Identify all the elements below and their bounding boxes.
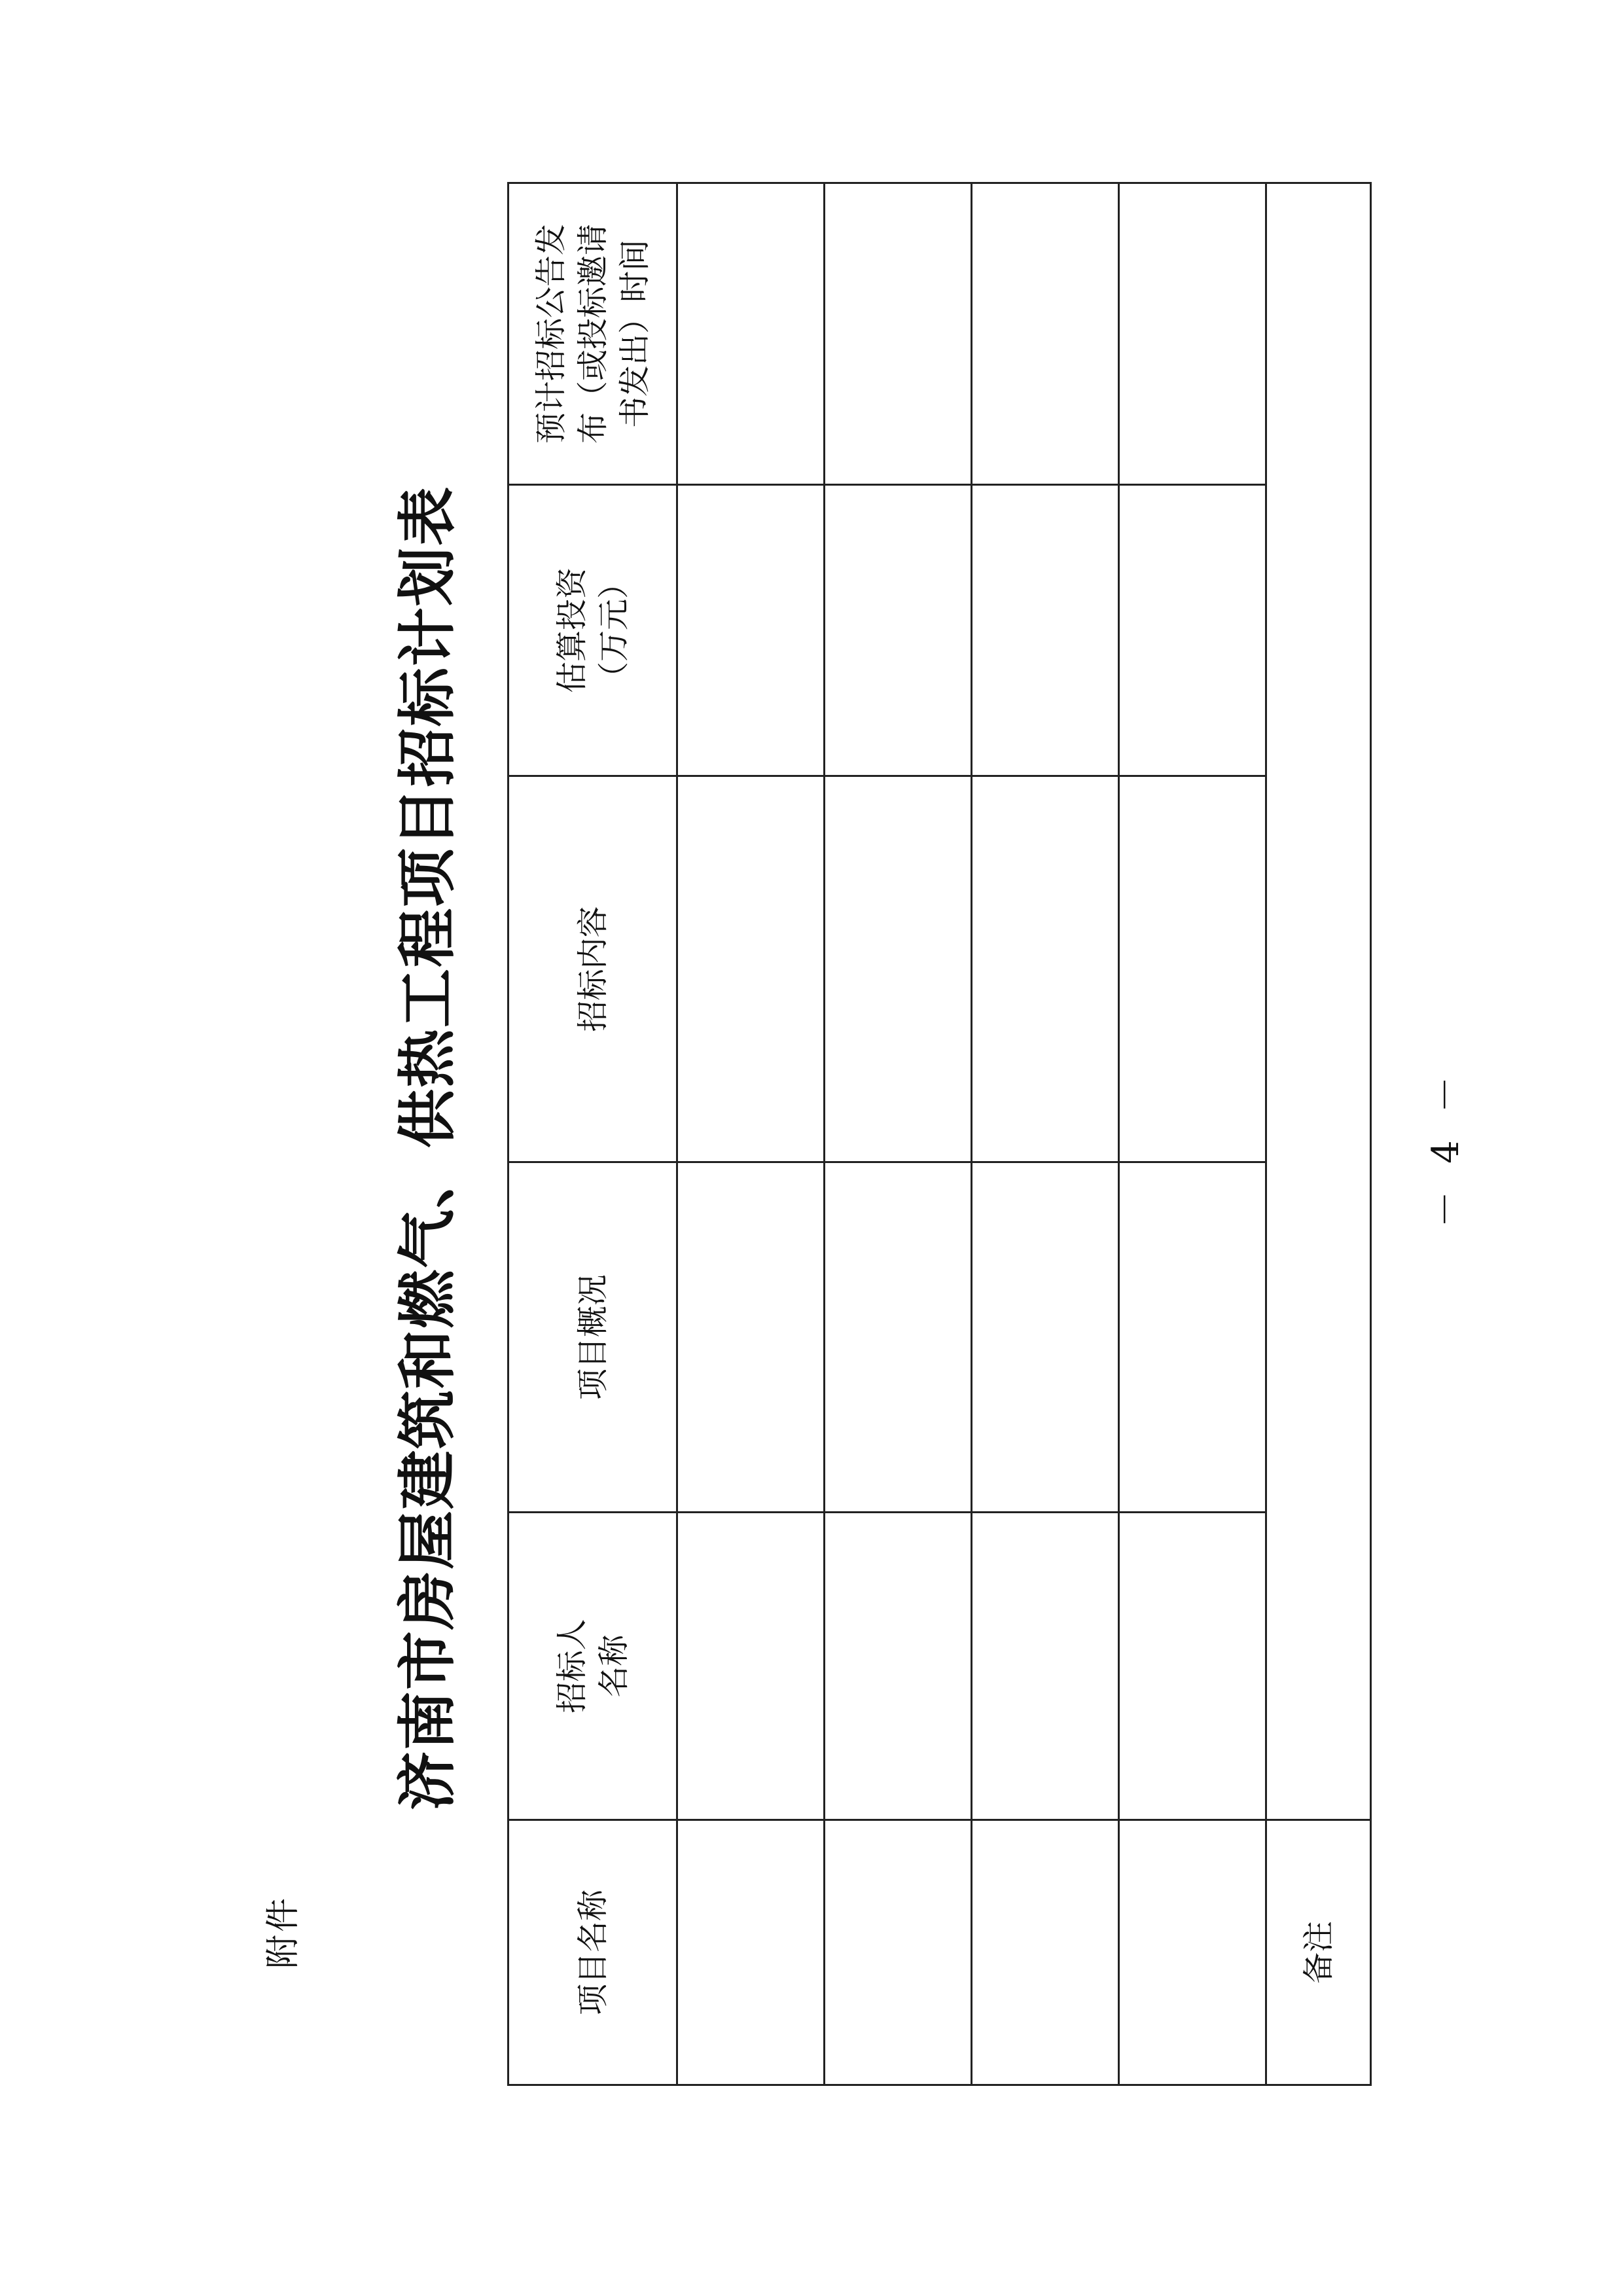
table-cell[interactable] xyxy=(825,776,972,1162)
table-cell[interactable] xyxy=(825,183,972,485)
table-cell[interactable] xyxy=(972,776,1119,1162)
table-row xyxy=(825,183,972,2085)
table-cell[interactable] xyxy=(825,1162,972,1513)
table-cell[interactable] xyxy=(1119,183,1266,485)
remark-field[interactable] xyxy=(1266,183,1371,1820)
page-title: 济南市房屋建筑和燃气、供热工程项目招标计划表 xyxy=(393,486,462,1810)
table-cell[interactable] xyxy=(1119,776,1266,1162)
remark-label: 备注 xyxy=(1266,1820,1371,2085)
tender-plan-table xyxy=(507,182,1372,2086)
table-cell[interactable] xyxy=(677,1513,825,1820)
table-cell[interactable] xyxy=(1119,485,1266,776)
table-cell[interactable] xyxy=(972,1820,1119,2085)
table-cell[interactable] xyxy=(825,485,972,776)
header-announcement-time: 预计招标公告发 布（或投标邀请 书发出）时间 xyxy=(508,183,677,485)
table-header-row xyxy=(508,183,677,2085)
remark-row xyxy=(1266,183,1371,2085)
table-cell[interactable] xyxy=(972,183,1119,485)
table-cell[interactable] xyxy=(825,1820,972,2085)
table-cell[interactable] xyxy=(677,1162,825,1513)
header-tender-content: 招标内容 xyxy=(508,776,677,1162)
table-row xyxy=(1119,183,1266,2085)
table-cell[interactable] xyxy=(1119,1820,1266,2085)
table-row xyxy=(972,183,1119,2085)
table-cell[interactable] xyxy=(972,1513,1119,1820)
table-cell[interactable] xyxy=(677,183,825,485)
attachment-label: 附件 xyxy=(264,1895,303,1969)
header-estimated-investment: 估算投资 （万元） xyxy=(508,485,677,776)
table-cell[interactable] xyxy=(972,485,1119,776)
header-project-overview: 项目概况 xyxy=(508,1162,677,1513)
page-number: － 4 － xyxy=(1425,1068,1467,1228)
table-cell[interactable] xyxy=(972,1162,1119,1513)
table-row xyxy=(677,183,825,2085)
header-tenderer-name: 招标人 名称 xyxy=(508,1513,677,1820)
table-cell[interactable] xyxy=(825,1513,972,1820)
table-cell[interactable] xyxy=(1119,1162,1266,1513)
table-cell[interactable] xyxy=(677,1820,825,2085)
table-cell[interactable] xyxy=(1119,1513,1266,1820)
table-cell[interactable] xyxy=(677,776,825,1162)
table-cell[interactable] xyxy=(677,485,825,776)
header-project-name: 项目名称 xyxy=(508,1820,677,2085)
